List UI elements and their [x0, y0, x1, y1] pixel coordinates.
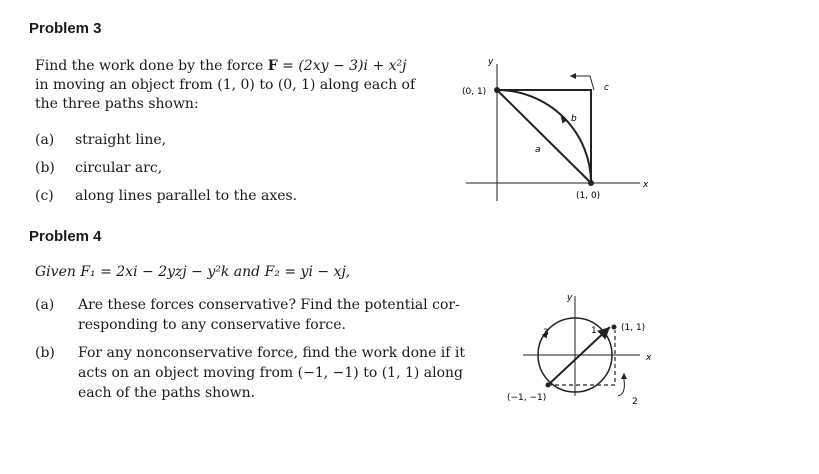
path-b-label: b — [571, 114, 577, 124]
intro-text: Find the work done by the force — [35, 58, 268, 74]
item-line-2: responding to any conservative force. — [78, 317, 346, 333]
item-label: (a) — [35, 132, 55, 148]
item-text: along lines parallel to the axes. — [75, 188, 298, 204]
item-label: (b) — [35, 345, 55, 361]
path-a-label: a — [535, 145, 541, 155]
path-1-label: 1 — [591, 326, 597, 336]
force-expression: = (2xy − 3)i + x²j — [277, 58, 407, 74]
item-line-1: Are these forces conservative? Find the potential cor- — [78, 297, 460, 313]
x-axis-label: x — [643, 180, 649, 190]
item-line-2: acts on an object moving from (−1, −1) to (1, 1) along — [78, 365, 464, 381]
point-start-dot — [546, 383, 551, 388]
x-axis-label: x — [646, 353, 652, 363]
point-end-dot — [612, 325, 617, 330]
item-line-3: each of the paths shown. — [78, 385, 256, 401]
point-end-label: (1, 0) — [576, 191, 601, 201]
item-label: (b) — [35, 160, 55, 176]
path-3-label: 3 — [543, 328, 549, 338]
problem-3-heading: Problem 3 — [29, 20, 102, 37]
path-2-label: 2 — [632, 397, 638, 407]
problem-3-intro-line-3: the three paths shown: — [35, 96, 199, 112]
item-label: (a) — [35, 297, 55, 313]
problem-4-given: Given F₁ = 2xi − 2yzj − y²k and F₂ = yi − xj, — [35, 264, 351, 280]
force-symbol: F — [267, 58, 278, 74]
problem-3-intro-line-2: in moving an object from (1, 0) to (0, 1) along each of — [35, 77, 416, 93]
y-axis-label: y — [488, 57, 494, 67]
y-axis-label: y — [567, 293, 573, 303]
item-line-1: For any nonconservative force, find the work done if it — [78, 345, 466, 361]
item-text: straight line, — [75, 132, 167, 148]
path-c-label: c — [604, 83, 609, 93]
path-1-line — [548, 327, 610, 385]
item-text: circular arc, — [75, 160, 163, 176]
item-label: (c) — [35, 188, 54, 204]
path-2-arrow — [618, 373, 624, 396]
point-start-label: (−1, −1) — [507, 393, 547, 403]
point-start-label: (0, 1) — [462, 87, 487, 97]
problem-4-heading: Problem 4 — [29, 228, 102, 245]
point-end-label: (1, 1) — [621, 323, 646, 333]
